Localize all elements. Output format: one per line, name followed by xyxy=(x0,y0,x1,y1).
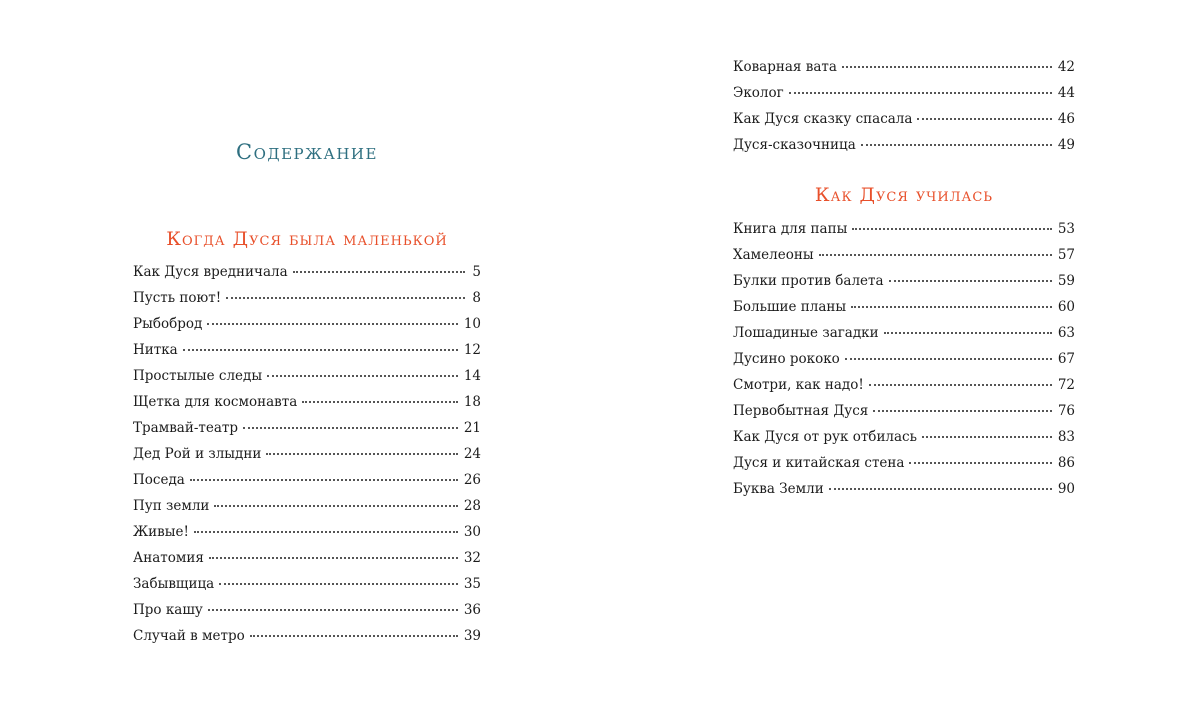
toc-entry xyxy=(133,389,481,415)
toc-entry xyxy=(133,259,481,285)
toc-entry xyxy=(133,571,481,597)
toc-entry-title: Как Дуся вредничала xyxy=(133,264,288,280)
dot-leader xyxy=(226,297,465,299)
toc-entry-page-number: 44 xyxy=(1057,85,1075,101)
dot-leader xyxy=(884,332,1052,334)
toc-entry-page-number: 21 xyxy=(463,420,481,436)
toc-entry-page-number: 18 xyxy=(463,394,481,410)
toc-entry xyxy=(133,467,481,493)
toc-entry-title: Нитка xyxy=(133,342,178,358)
toc-entry xyxy=(733,450,1075,476)
dot-leader xyxy=(873,410,1051,412)
toc-entry-page-number: 59 xyxy=(1057,273,1075,289)
toc-entry xyxy=(133,545,481,571)
dot-leader xyxy=(243,427,458,429)
toc-entry-title: Коварная вата xyxy=(733,59,837,75)
toc-entry-title: Пусть поют! xyxy=(133,290,222,306)
toc-entry-page-number: 49 xyxy=(1057,137,1075,153)
dot-leader xyxy=(302,401,458,403)
toc-entry xyxy=(133,311,481,337)
dot-leader xyxy=(293,271,465,273)
toc-entry xyxy=(733,80,1075,106)
toc-entry-page-number: 67 xyxy=(1057,351,1075,367)
toc-entry-page-number: 32 xyxy=(463,550,481,566)
toc-entry-page-number: 14 xyxy=(463,368,481,384)
toc-entry-page-number: 8 xyxy=(472,290,481,306)
toc-entry-page-number: 36 xyxy=(463,602,481,618)
toc-entry-page-number: 60 xyxy=(1057,299,1075,315)
dot-leader xyxy=(861,144,1052,146)
toc-entry-title: Про кашу xyxy=(133,602,203,618)
toc-entry xyxy=(133,441,481,467)
dot-leader xyxy=(909,462,1051,464)
dot-leader xyxy=(789,92,1052,94)
toc-entry xyxy=(733,424,1075,450)
toc-entry-page-number: 24 xyxy=(463,446,481,462)
contents-title: Содержание xyxy=(236,140,378,164)
toc-entry xyxy=(733,320,1075,346)
toc-entry-page-number: 12 xyxy=(463,342,481,358)
toc-entry-title: Эколог xyxy=(733,85,784,101)
dot-leader xyxy=(207,323,458,325)
toc-entry-page-number: 46 xyxy=(1057,111,1075,127)
toc-list-left xyxy=(133,259,481,649)
toc-entry xyxy=(133,337,481,363)
dot-leader xyxy=(250,635,458,637)
toc-entry-page-number: 53 xyxy=(1057,221,1075,237)
toc-entry-page-number: 35 xyxy=(463,576,481,592)
toc-entry-page-number: 30 xyxy=(463,524,481,540)
section-title-when-small: Когда Дуся была маленькой xyxy=(166,228,448,250)
toc-entry-page-number: 42 xyxy=(1057,59,1075,75)
dot-leader xyxy=(194,531,458,533)
toc-entry-title: Дусино рококо xyxy=(733,351,840,367)
toc-entry xyxy=(133,623,481,649)
toc-entry-title: Простылые следы xyxy=(133,368,263,384)
toc-entry xyxy=(733,216,1075,242)
toc-entry-title: Забывщица xyxy=(133,576,215,592)
dot-leader xyxy=(209,557,458,559)
toc-entry xyxy=(733,132,1075,158)
toc-entry xyxy=(133,285,481,311)
right-page xyxy=(600,0,1200,716)
toc-entry-title: Большие планы xyxy=(733,299,847,315)
dot-leader xyxy=(845,358,1052,360)
toc-entry xyxy=(733,398,1075,424)
toc-entry-page-number: 90 xyxy=(1057,481,1075,497)
toc-entry-title: Хамелеоны xyxy=(733,247,814,263)
toc-entry xyxy=(733,346,1075,372)
toc-entry-page-number: 86 xyxy=(1057,455,1075,471)
toc-entry-title: Как Дуся сказку спасала xyxy=(733,111,913,127)
dot-leader xyxy=(214,505,457,507)
toc-entry xyxy=(133,519,481,545)
toc-entry xyxy=(733,294,1075,320)
toc-entry-title: Дед Рой и злыдни xyxy=(133,446,262,462)
toc-entry-page-number: 83 xyxy=(1057,429,1075,445)
toc-entry-page-number: 63 xyxy=(1057,325,1075,341)
dot-leader xyxy=(852,228,1051,230)
toc-entry xyxy=(133,597,481,623)
toc-entry xyxy=(133,363,481,389)
toc-list-continued xyxy=(733,54,1075,158)
toc-entry-title: Живые! xyxy=(133,524,189,540)
dot-leader xyxy=(889,280,1052,282)
dot-leader xyxy=(869,384,1052,386)
dot-leader xyxy=(829,488,1052,490)
dot-leader xyxy=(219,583,458,585)
toc-entry-title: Анатомия xyxy=(133,550,204,566)
toc-entry-title: Дуся и китайская стена xyxy=(733,455,905,471)
toc-entry-title: Первобытная Дуся xyxy=(733,403,869,419)
dot-leader xyxy=(819,254,1052,256)
toc-entry-title: Пуп земли xyxy=(133,498,210,514)
section-title-how-studied: Как Дуся училась xyxy=(814,184,994,206)
dot-leader xyxy=(208,609,458,611)
toc-entry-title: Книга для папы xyxy=(733,221,848,237)
dot-leader xyxy=(922,436,1052,438)
toc-entry xyxy=(133,493,481,519)
toc-entry-title: Случай в метро xyxy=(133,628,245,644)
toc-entry-title: Смотри, как надо! xyxy=(733,377,864,393)
toc-entry-page-number: 57 xyxy=(1057,247,1075,263)
toc-entry xyxy=(733,54,1075,80)
toc-entry xyxy=(733,106,1075,132)
toc-entry-title: Рыбоброд xyxy=(133,316,203,332)
toc-entry-title: Поседа xyxy=(133,472,185,488)
toc-entry-page-number: 26 xyxy=(463,472,481,488)
toc-entry-title: Трамвай-театр xyxy=(133,420,239,436)
dot-leader xyxy=(190,479,458,481)
toc-entry-page-number: 28 xyxy=(463,498,481,514)
dot-leader xyxy=(183,349,458,351)
toc-entry-page-number: 76 xyxy=(1057,403,1075,419)
dot-leader xyxy=(842,66,1052,68)
dot-leader xyxy=(267,375,458,377)
toc-entry-page-number: 5 xyxy=(472,264,481,280)
toc-entry-title: Щетка для космонавта xyxy=(133,394,298,410)
toc-entry xyxy=(733,372,1075,398)
toc-entry xyxy=(133,415,481,441)
dot-leader xyxy=(917,118,1051,120)
dot-leader xyxy=(851,306,1052,308)
toc-entry xyxy=(733,476,1075,502)
toc-entry-title: Буква Земли xyxy=(733,481,824,497)
toc-entry-title: Дуся-сказочница xyxy=(733,137,856,153)
toc-entry-title: Лошадиные загадки xyxy=(733,325,879,341)
toc-entry xyxy=(733,268,1075,294)
toc-entry-page-number: 39 xyxy=(463,628,481,644)
dot-leader xyxy=(266,453,457,455)
toc-list-right xyxy=(733,216,1075,502)
toc-entry-page-number: 72 xyxy=(1057,377,1075,393)
toc-entry-title: Как Дуся от рук отбилась xyxy=(733,429,917,445)
toc-entry-title: Булки против балета xyxy=(733,273,884,289)
toc-entry-page-number: 10 xyxy=(463,316,481,332)
toc-entry xyxy=(733,242,1075,268)
